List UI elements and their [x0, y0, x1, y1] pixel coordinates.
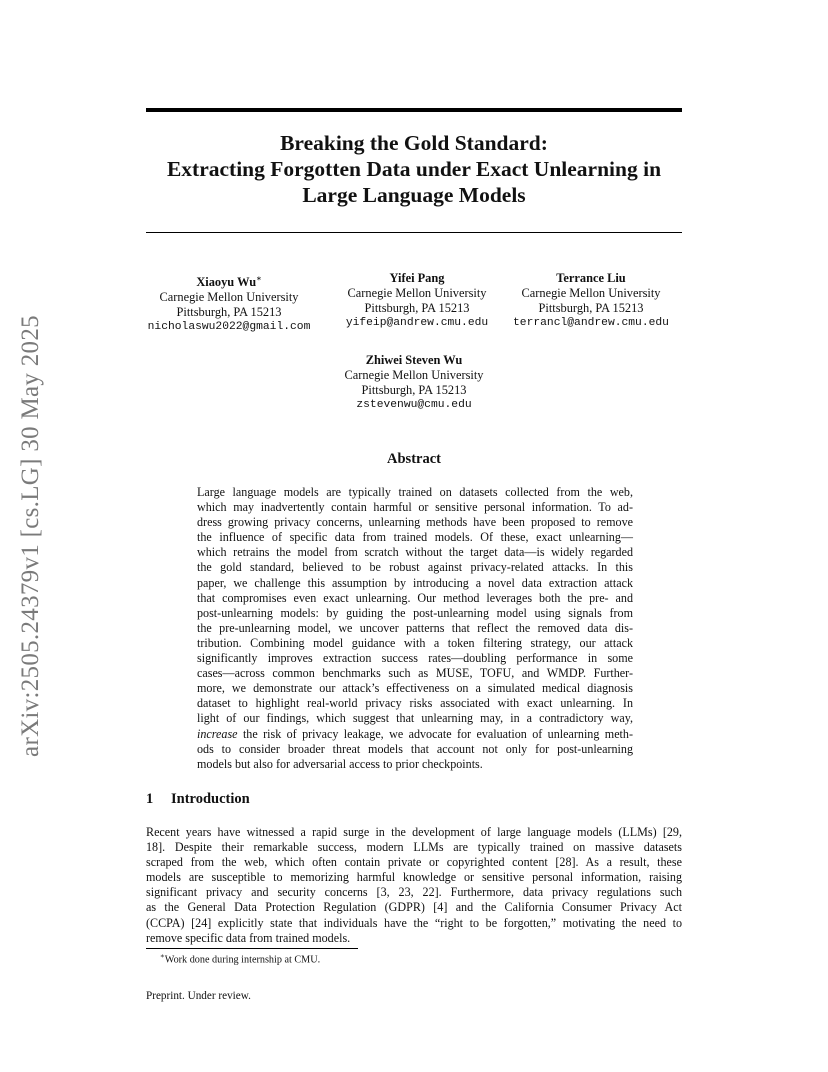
- abstract-heading: Abstract: [387, 451, 441, 467]
- footnote: [160, 952, 320, 965]
- title-bottom-rule: [146, 232, 682, 233]
- paper-title: [146, 130, 682, 208]
- abstract-line: dataset to highlight real-world privacy risks associated with exact unlearning. In: [197, 696, 633, 711]
- author-address: Pittsburgh, PA 15213: [176, 305, 282, 320]
- arxiv-identifier: arXiv:2505.24379v1 [cs.LG] 30 May 2025: [17, 315, 44, 757]
- abstract-line: tribution. Combining model guidance with a token filtering strategy, our attack: [197, 635, 633, 650]
- arxiv-side-stamp: [14, 296, 48, 776]
- abstract-line: the pre-unlearning model, we uncover patterns that reflect the removed data dis-: [197, 620, 633, 635]
- section-title: Introduction: [171, 791, 250, 807]
- abstract-line: Large language models are typically trained on datasets collected from the web,: [197, 485, 633, 499]
- intro-line: Recent years have witnessed a rapid surge in the development of large language models (LLMs) [29,: [146, 825, 682, 839]
- author-email: nicholaswu2022@gmail.com: [147, 321, 311, 334]
- author-name: Zhiwei Steven Wu: [365, 353, 463, 367]
- abstract-line: more, we demonstrate our attack’s effectiveness on a simulated medical diagnosis: [197, 681, 633, 696]
- abstract-line: that compromises even exact unlearning. Our method leverages both the pre- and: [197, 590, 633, 605]
- intro-line: models are susceptible to memorizing harmful knowledge or sensitive personal information, raising: [146, 870, 682, 885]
- author-email: terrancl@andrew.cmu.edu: [513, 317, 669, 329]
- author-name: Yifei Pang: [389, 271, 445, 285]
- introduction-body: [146, 825, 682, 946]
- footnote-rule: [146, 948, 358, 949]
- abstract-line: the gold standard, believed to be robust against privacy-related attacks. In this: [197, 560, 633, 575]
- author-email: zstevenwu@cmu.edu: [356, 399, 472, 411]
- author-block: [324, 353, 504, 413]
- abstract-line: post-unlearning models: by guiding the post-unlearning model using signals from: [197, 605, 633, 620]
- author-block: [501, 271, 681, 331]
- intro-line: as the General Data Protection Regulation (GDPR) [4] and the California Consumer Privacy Act: [146, 900, 682, 915]
- abstract-emphasis: increase: [197, 726, 238, 741]
- author-affiliation: Carnegie Mellon University: [347, 286, 487, 300]
- abstract-body: [197, 485, 633, 772]
- author-block: [139, 271, 319, 335]
- author-name: Terrance Liu: [556, 271, 626, 285]
- abstract-line: light of our findings, which suggest that unlearning may, in a contradictory way,: [197, 711, 633, 726]
- abstract-line: cases—across common benchmarks such as MUSE, TOFU, and WMDP. Further-: [197, 666, 633, 681]
- title-line: Large Language Models: [302, 183, 526, 207]
- abstract-line: which retrains the model from scratch without the target data—is widely regarded: [197, 545, 633, 560]
- author-email: yifeip@andrew.cmu.edu: [345, 317, 489, 329]
- preprint-notice: Preprint. Under review.: [146, 990, 251, 1002]
- intro-line: (CCPA) [24] explicitly state that individuals have the “right to be forgotten,” motivating the need to: [146, 915, 682, 930]
- abstract-line: paper, we challenge this assumption by introducing a novel data extraction attack: [197, 575, 633, 590]
- title-line: Extracting Forgotten Data under Exact Unlearning in: [166, 157, 662, 181]
- author-block: [327, 271, 507, 331]
- abstract-line: ods to consider broader threat models that account not only for post-unlearning: [197, 741, 633, 756]
- abstract-line: the influence of specific data from trained models. Of these, exact unlearning—: [197, 530, 633, 545]
- section-heading-introduction: [146, 791, 250, 808]
- title-line: Breaking the Gold Standard:: [280, 131, 548, 155]
- author-address: Pittsburgh, PA 15213: [538, 301, 644, 315]
- intro-line: 18]. Despite their remarkable success, modern LLMs are typically trained on massive datasets: [146, 840, 682, 855]
- abstract-line: models but also for adversarial access to prior checkpoints.: [197, 756, 483, 771]
- author-name: Xiaoyu Wu: [196, 275, 257, 290]
- abstract-line-text: the risk of privacy leakage, we advocate for evaluation of unlearning meth-: [242, 726, 633, 741]
- title-top-rule: [146, 108, 682, 112]
- section-number: 1: [146, 791, 154, 807]
- footnote-text: Work done during internship at CMU.: [164, 954, 321, 966]
- intro-line: remove specific data from trained models.: [146, 930, 351, 945]
- abstract-line: dress growing privacy concerns, unlearning methods have been proposed to remove: [197, 515, 633, 530]
- author-affiliation: Carnegie Mellon University: [521, 286, 661, 300]
- author-affiliation: Carnegie Mellon University: [159, 290, 299, 305]
- footnote-mark: ∗: [160, 952, 165, 960]
- abstract-line: [197, 727, 633, 742]
- abstract-line: significantly improves extraction success rates—doubling performance in some: [197, 651, 633, 666]
- author-footnote-mark: ∗: [256, 274, 262, 283]
- intro-line: significant privacy and security concerns [3, 23, 22]. Furthermore, data privacy regulations such: [146, 885, 682, 900]
- abstract-line: which may inadvertently contain harmful or sensitive personal information. To ad-: [197, 500, 633, 515]
- intro-line: scraped from the web, which often contain private or copyrighted content [28]. As a result, these: [146, 855, 682, 870]
- author-affiliation: Carnegie Mellon University: [344, 368, 484, 382]
- author-address: Pittsburgh, PA 15213: [361, 383, 467, 397]
- author-address: Pittsburgh, PA 15213: [364, 301, 470, 315]
